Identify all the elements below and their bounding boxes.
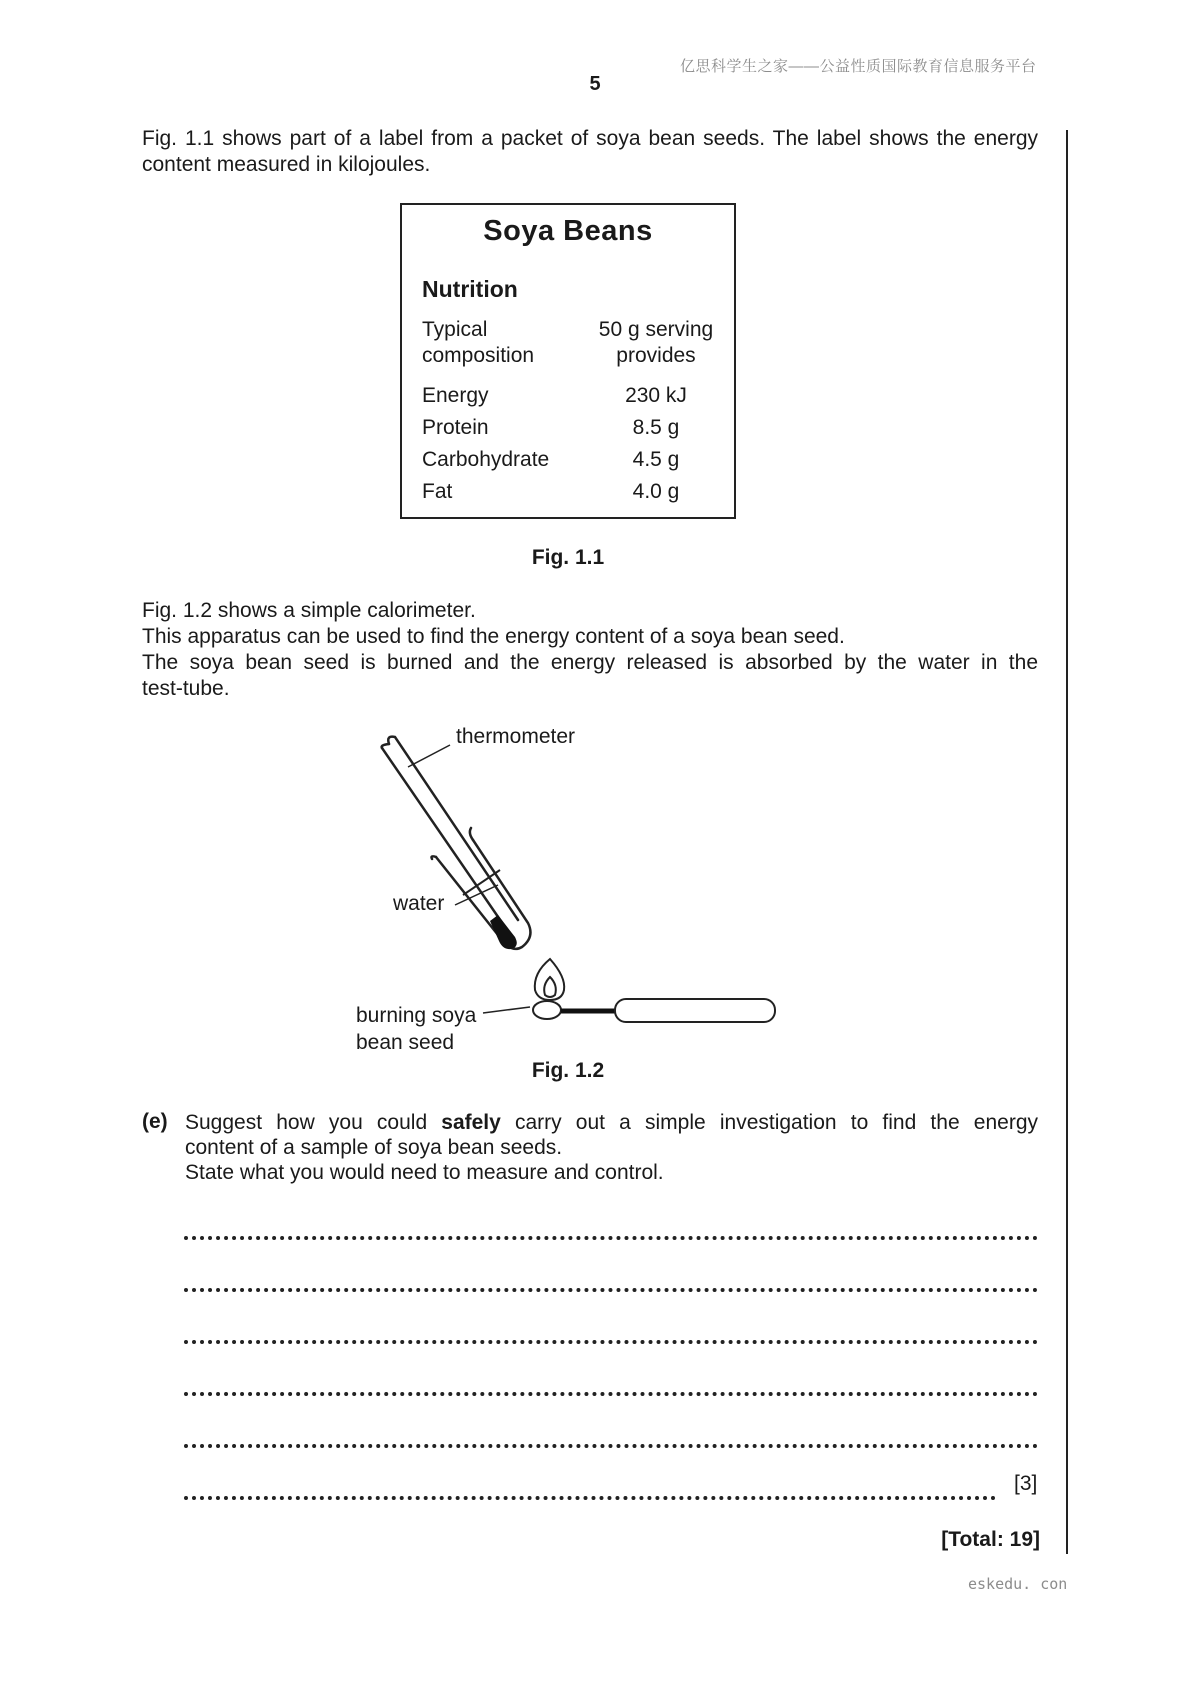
total-marks: [Total: 19] (941, 1528, 1040, 1551)
seed-leader (483, 1007, 530, 1013)
seed-label-line1: burning soya (356, 1004, 477, 1027)
label-col-right-2: provides (616, 344, 696, 367)
page-number: 5 (589, 73, 601, 95)
question-text (185, 1110, 1038, 1185)
calorimeter-line: test-tube. (142, 677, 230, 700)
answer-line[interactable] (184, 1288, 1038, 1292)
thermometer-leader (408, 745, 450, 767)
label-row-value: 230 kJ (625, 384, 687, 407)
label-row-value: 4.0 g (632, 480, 680, 503)
question-label: (e) (142, 1110, 168, 1133)
question-line-3: State what you would need to measure and control. (185, 1161, 664, 1184)
margin-rule (1066, 130, 1068, 1554)
thermometer-label: thermometer (456, 725, 576, 748)
water-label: water (393, 892, 445, 915)
intro-paragraph: Fig. 1.1 shows part of a label from a packet of soya bean seeds. The label shows the energy content measured in kilojoules. (142, 127, 1038, 176)
question-line-1: Suggest how you could safely carry out a simple investigation to find the energy (185, 1111, 1038, 1134)
label-row-name: Protein (422, 416, 489, 439)
answer-line[interactable] (184, 1496, 996, 1500)
label-col-left-2: composition (422, 344, 535, 367)
calorimeter-paragraph (142, 598, 1038, 702)
label-row-name: Carbohydrate (422, 448, 550, 471)
label-row-name: Fat (422, 480, 453, 503)
calorimeter-line: The soya bean seed is burned and the energy released is absorbed by the water in the (142, 651, 1038, 674)
calorimeter-line: Fig. 1.2 shows a simple calorimeter. (142, 599, 476, 622)
label-row-name: Energy (422, 384, 489, 407)
label-row-value: 8.5 g (632, 416, 680, 439)
header-watermark: 亿思科学生之家——公益性质国际教育信息服务平台 (680, 58, 1037, 75)
label-subtitle: Nutrition (422, 276, 518, 302)
figure-caption-2: Fig. 1.2 (531, 1059, 605, 1082)
seed-icon (533, 1001, 561, 1019)
label-col-right-1: 50 g serving (598, 318, 714, 341)
footer-watermark: eskedu. con (968, 1575, 1068, 1593)
figure-caption-1: Fig. 1.1 (531, 546, 605, 569)
answer-line[interactable] (184, 1340, 1038, 1344)
nutrition-label (400, 203, 736, 519)
flame-icon (535, 959, 564, 1000)
label-col-left-1: Typical (422, 318, 488, 341)
label-title: Soya Beans (483, 215, 653, 247)
marks-indicator: [3] (1014, 1472, 1038, 1495)
test-tube (432, 828, 531, 949)
answer-line[interactable] (184, 1444, 1038, 1448)
answer-line[interactable] (184, 1392, 1038, 1396)
answer-line[interactable] (184, 1236, 1038, 1240)
seed-label-line2: bean seed (356, 1031, 455, 1054)
holder-handle (615, 999, 775, 1022)
calorimeter-line: This apparatus can be used to find the energy content of a soya bean seed. (142, 625, 845, 648)
thermometer-bulb (490, 915, 517, 949)
label-row-value: 4.5 g (632, 448, 680, 471)
question-line-2: content of a sample of soya bean seeds. (185, 1136, 563, 1159)
